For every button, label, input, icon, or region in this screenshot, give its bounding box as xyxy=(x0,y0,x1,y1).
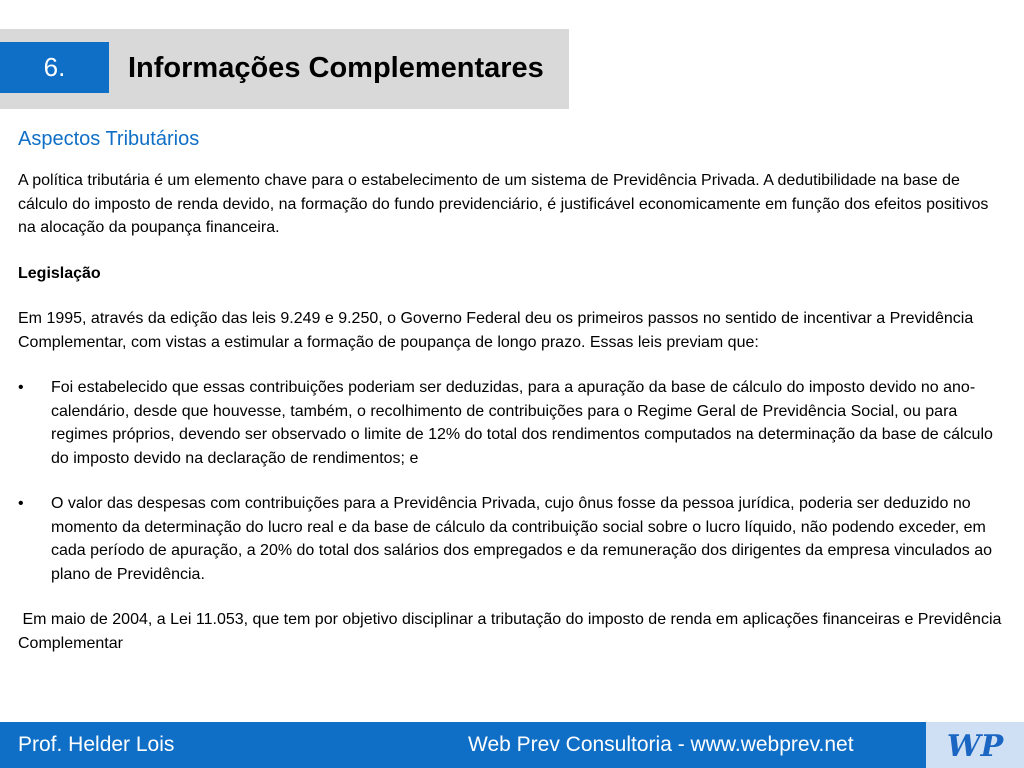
footer-author: Prof. Helder Lois xyxy=(18,733,175,756)
logo-text: WP xyxy=(946,729,1004,764)
bullet-icon: • xyxy=(18,379,24,396)
bullet-icon: • xyxy=(18,495,24,512)
list-item xyxy=(18,492,1008,586)
slide-content xyxy=(18,126,1008,655)
legislation-heading: Legislação xyxy=(18,264,101,282)
slide-title: Informações Complementares xyxy=(128,52,544,84)
legislation-paragraph: Em 1995, através da edição das leis 9.249 e 9.250, o Governo Federal deu os primeiros passos no sentido de incentivar a Previdência Complementar, com vistas a estimular a formação de poupança de longo prazo. Essas leis previam que: xyxy=(18,310,974,351)
bullet-list xyxy=(18,376,1008,586)
footer-company: Web Prev Consultoria - www.webprev.net xyxy=(468,733,854,756)
bullet-text: Foi estabelecido que essas contribuições poderiam ser deduzidas, para a apuração da base de cálculo do imposto devido no ano-calendário, desde que houvesse, também, o recolhimento de contribuições para o Regime Geral de Previdência Social, ou para regimes próprios, devendo ser observado o limite de 12% do total dos rendimentos computados na determinação da base de cálculo do imposto devido na declaração de rendimentos; e xyxy=(51,379,993,467)
bullet-text: O valor das despesas com contribuições para a Previdência Privada, cujo ônus fosse da pessoa jurídica, poderia ser deduzido no momento da determinação do lucro real e da base de cálculo da contribuição social sobre o lucro líquido, não podendo exceder, em cada período de apuração, a 20% do total dos salários dos empregados e da remuneração dos dirigentes da empresa vinculados ao plano de Previdência. xyxy=(51,495,993,583)
closing-paragraph: Em maio de 2004, a Lei 11.053, que tem por objetivo disciplinar a tributação do imposto de renda em aplicações financeiras e Previdência Complementar xyxy=(18,611,1006,652)
section-number: 6. xyxy=(0,42,109,93)
wp-logo-icon xyxy=(926,722,1024,768)
company-logo xyxy=(926,722,1024,768)
footer-bar xyxy=(0,722,1024,768)
list-item xyxy=(18,376,1008,470)
intro-paragraph: A política tributária é um elemento chave para o estabelecimento de um sistema de Previdência Privada. A dedutibilidade na base de cálculo do imposto de renda devido, na formação do fundo previdenciário, é justificável economicamente em função dos efeitos positivos na alocação da poupança financeira. xyxy=(18,172,989,236)
subheading: Aspectos Tributários xyxy=(18,128,200,150)
